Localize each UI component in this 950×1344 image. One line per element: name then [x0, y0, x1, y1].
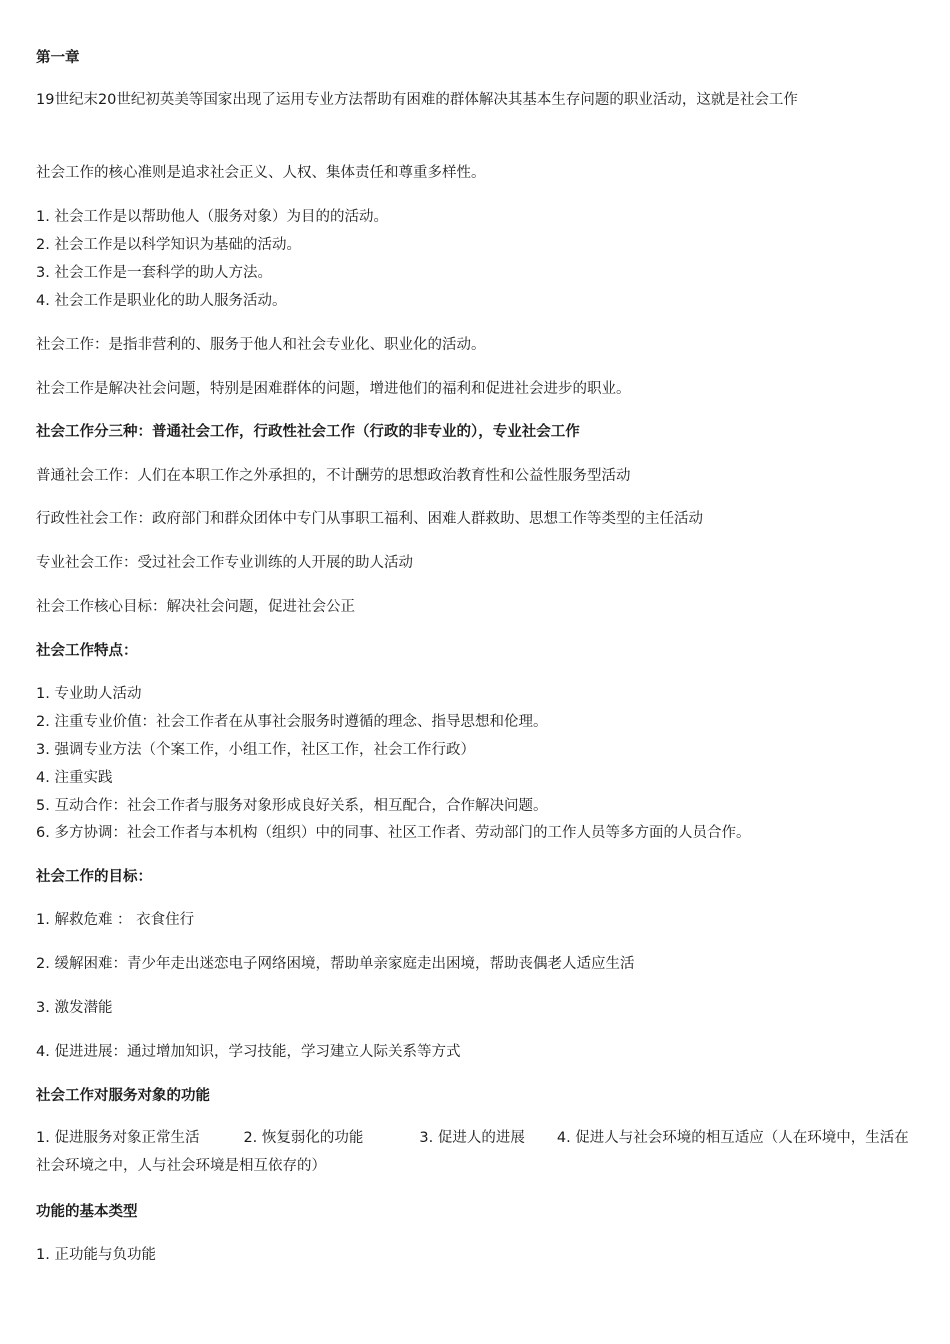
- basic-types-heading: 功能的基本类型: [36, 1204, 138, 1220]
- type-admin: 行政性社会工作：政府部门和群众团体中专门从事职工福利、困难人群救助、思想工作等类型的主任活动: [36, 511, 703, 527]
- function-item-4: 4. 促进人与社会环境的相互适应（人在环境中，生活在社会环境之中，人与社会环境是相互依存的）: [36, 1130, 909, 1174]
- feature-item-3: 3. 强调专业方法（个案工作，小组工作，社区工作，社会工作行政）: [36, 742, 475, 758]
- features-heading: 社会工作特点：: [36, 643, 138, 659]
- goal-item-4: 4. 促进进展：通过增加知识，学习技能，学习建立人际关系等方式: [36, 1044, 461, 1060]
- chapter-title: 第一章: [36, 50, 80, 66]
- function-item-1: 1. 促进服务对象正常生活: [36, 1130, 200, 1146]
- intro-paragraph: 19世纪末20世纪初英美等国家出现了运用专业方法帮助有困难的群体解决其基本生存问题的职业活动，这就是社会工作: [36, 92, 798, 108]
- feature-item-5: 5. 互动合作：社会工作者与服务对象形成良好关系，相互配合，合作解决问题。: [36, 798, 548, 814]
- feature-item-6: 6. 多方协调：社会工作者与本机构（组织）中的同事、社区工作者、劳动部门的工作人员等多方面的人员合作。: [36, 825, 751, 841]
- functions-heading: 社会工作对服务对象的功能: [36, 1088, 210, 1104]
- core-principle: 社会工作的核心准则是追求社会正义、人权、集体责任和尊重多样性。: [36, 165, 486, 181]
- definition-2: 社会工作是解决社会问题，特别是困难群体的问题，增进他们的福利和促进社会进步的职业。: [36, 381, 631, 397]
- goal-item-1: 1. 解救危难 ： 衣食住行: [36, 912, 195, 928]
- basic-type-item-1: 1. 正功能与负功能: [36, 1247, 156, 1263]
- goal-item-3: 3. 激发潜能: [36, 1000, 113, 1016]
- goal-item-2: 2. 缓解困难：青少年走出迷恋电子网络困境，帮助单亲家庭走出困境，帮助丧偶老人适应生活: [36, 956, 635, 972]
- function-item-2: 2. 恢复弱化的功能: [243, 1130, 364, 1146]
- types-heading: 社会工作分三种：普通社会工作，行政性社会工作（行政的非专业的），专业社会工作: [36, 424, 580, 440]
- core-goal: 社会工作核心目标：解决社会问题，促进社会公正: [36, 599, 355, 615]
- goals-heading: 社会工作的目标：: [36, 869, 152, 885]
- functions-paragraph: [36, 1124, 916, 1180]
- feature-item-2: 2. 注重专业价值：社会工作者在从事社会服务时遵循的理念、指导思想和伦理。: [36, 714, 548, 730]
- definition-1: 社会工作：是指非营利的、服务于他人和社会专业化、职业化的活动。: [36, 337, 486, 353]
- feature-item-1: 1. 专业助人活动: [36, 686, 142, 702]
- feature-item-4: 4. 注重实践: [36, 770, 113, 786]
- type-professional: 专业社会工作：受过社会工作专业训练的人开展的助人活动: [36, 555, 413, 571]
- nature-item-1: 1. 社会工作是以帮助他人（服务对象）为目的的活动。: [36, 209, 388, 225]
- nature-item-3: 3. 社会工作是一套科学的助人方法。: [36, 265, 272, 281]
- nature-item-4: 4. 社会工作是职业化的助人服务活动。: [36, 293, 287, 309]
- nature-item-2: 2. 社会工作是以科学知识为基础的活动。: [36, 237, 301, 253]
- type-general: 普通社会工作：人们在本职工作之外承担的，不计酬劳的思想政治教育性和公益性服务型活动: [36, 468, 631, 484]
- function-item-3: 3. 促进人的进展: [419, 1130, 525, 1146]
